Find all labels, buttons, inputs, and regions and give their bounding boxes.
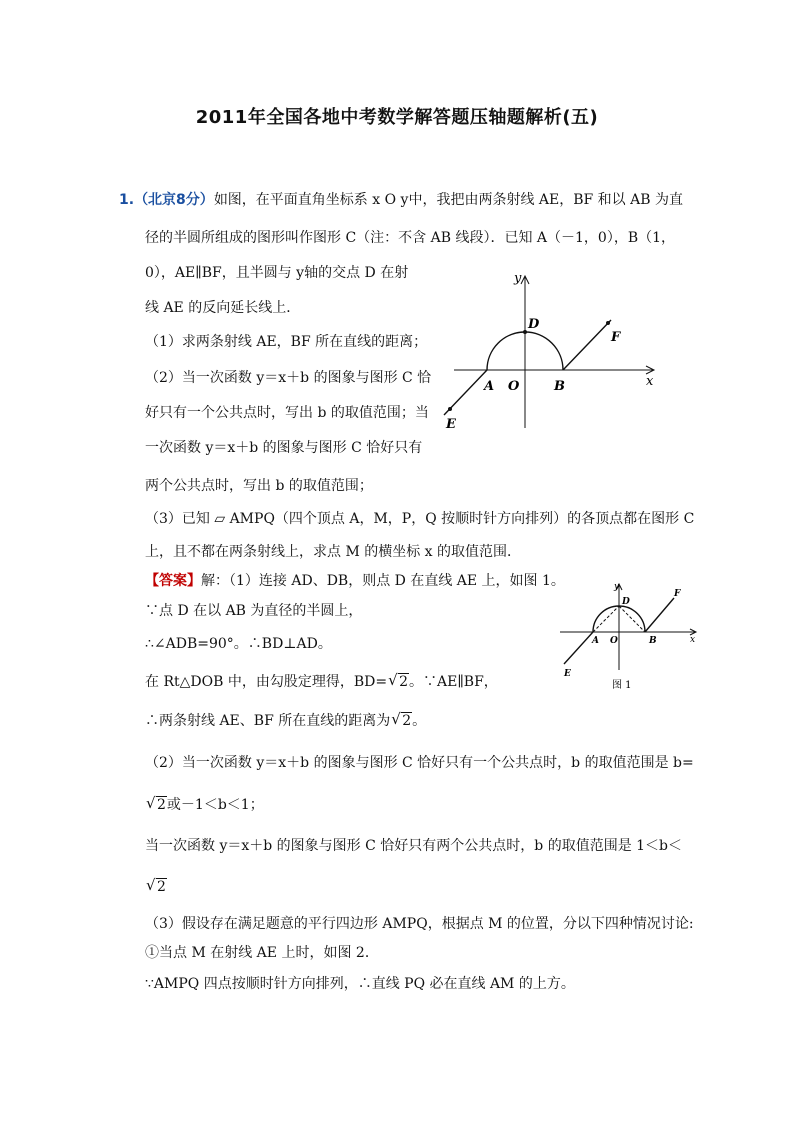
fig1-label-O: O — [610, 636, 618, 646]
main-label-O: O — [508, 379, 520, 394]
fig1-label-y: y — [614, 582, 620, 592]
problem-line-7: 好只有一个公共点时，写出 b 的取值范围；当 — [145, 405, 429, 421]
problem-line-9: 两个公共点时，写出 b 的取值范围； — [145, 478, 373, 494]
sqrt-symbol — [147, 877, 167, 897]
sqrt-symbol — [392, 711, 412, 731]
main-label-D: D — [528, 317, 540, 332]
main-label-A: A — [484, 379, 495, 394]
fig1-label-E: E — [564, 669, 571, 679]
figure-main — [448, 268, 664, 436]
main-label-x: x — [646, 374, 654, 389]
main-label-y: y — [514, 271, 522, 286]
main-label-B: B — [554, 379, 565, 394]
figure-1 — [556, 580, 704, 698]
problem-source: （北京8分） — [134, 192, 214, 208]
answer-line-3: ∴∠ADB=90°。∴BD⊥AD。 — [145, 636, 332, 652]
answer-text-5b: 。 — [412, 713, 427, 729]
problem-line-2: 径的半圆所组成的图形叫作图形 C（注：不含 AB 线段）．已知 A（－1，0），B（1， — [145, 230, 676, 246]
answer-line-11: ①当点 M 在射线 AE 上时，如图 2． — [145, 945, 379, 961]
answer-text-5a: ∴两条射线 AE、BF 所在直线的距离为 — [145, 713, 391, 729]
answer-line-8: 当一次函数 y＝x＋b 的图象与图形 C 恰好只有两个公共点时，b 的取值范围是 1＜b＜ — [145, 838, 683, 854]
answer-text-1: 解：（1）连接 AD、DB，则点 D 在直线 AE 上，如图 1。 — [201, 573, 565, 589]
problem-line-8: 一次函数 y＝x＋b 的图象与图形 C 恰好只有 — [145, 440, 423, 456]
fig1-caption: 图 1 — [612, 680, 632, 691]
page-title: 2011年全国各地中考数学解答题压轴题解析(五) — [195, 107, 599, 128]
fig1-label-B: B — [649, 636, 657, 646]
main-label-F: F — [611, 330, 621, 345]
sqrt-radicand: 2 — [157, 797, 166, 813]
problem-line-11: 上，且不都在两条射线上，求点 M 的横坐标 x 的取值范围． — [145, 544, 522, 560]
problem-line-1 — [119, 190, 683, 210]
answer-label: 【答案】 — [145, 573, 201, 589]
answer-line-2: ∵点 D 在以 AB 为直径的半圆上， — [145, 603, 363, 619]
problem-line-10: （3）已知 ▱ AMPQ（四个顶点 A，M，P，Q 按顺时针方向排列）的各顶点都在图形 C — [145, 511, 695, 527]
problem-line-5: （1）求两条射线 AE，BF 所在直线的距离； — [145, 334, 428, 350]
answer-line-12: ∵AMPQ 四点按顺时针方向排列，∴直线 PQ 必在直线 AM 的上方。 — [145, 976, 575, 992]
answer-line-6: （2）当一次函数 y＝x＋b 的图象与图形 C 恰好只有一个公共点时，b 的取值范围是 b= — [145, 755, 694, 771]
answer-line-9 — [145, 877, 167, 897]
main-label-E: E — [446, 417, 456, 432]
answer-text-4b: 。∵AE∥BF， — [409, 674, 498, 690]
problem-line-4: 线 AE 的反向延长线上． — [145, 300, 301, 316]
answer-line-7 — [145, 795, 264, 815]
fig1-label-A: A — [592, 636, 599, 646]
answer-text-7b: 或－1＜b＜1； — [166, 797, 264, 813]
answer-line-5 — [145, 711, 426, 731]
fig1-label-D: D — [622, 597, 630, 607]
sqrt-symbol — [389, 672, 409, 692]
fig1-label-x: x — [690, 635, 696, 645]
problem-line-3: 0），AE∥BF，且半圆与 y轴的交点 D 在射 — [145, 265, 409, 281]
answer-text-4a: 在 Rt△DOB 中，由勾股定理得，BD= — [145, 674, 388, 690]
problem-number: 1. — [119, 192, 135, 208]
sqrt-symbol — [147, 795, 167, 815]
sqrt-radicand: 2 — [399, 674, 408, 690]
answer-line-10: （3）假设存在满足题意的平行四边形 AMPQ，根据点 M 的位置，分以下四种情况讨论: — [145, 916, 694, 932]
fig1-label-F: F — [674, 589, 681, 599]
answer-line-1 — [145, 571, 565, 591]
answer-line-4 — [145, 672, 498, 692]
sqrt-radicand: 2 — [157, 879, 166, 895]
problem-text-1: 如图，在平面直角坐标系 x O y中，我把由两条射线 AE，BF 和以 AB 为直 — [213, 192, 683, 208]
problem-line-6: （2）当一次函数 y＝x＋b 的图象与图形 C 恰 — [145, 370, 432, 386]
sqrt-radicand: 2 — [402, 713, 412, 729]
